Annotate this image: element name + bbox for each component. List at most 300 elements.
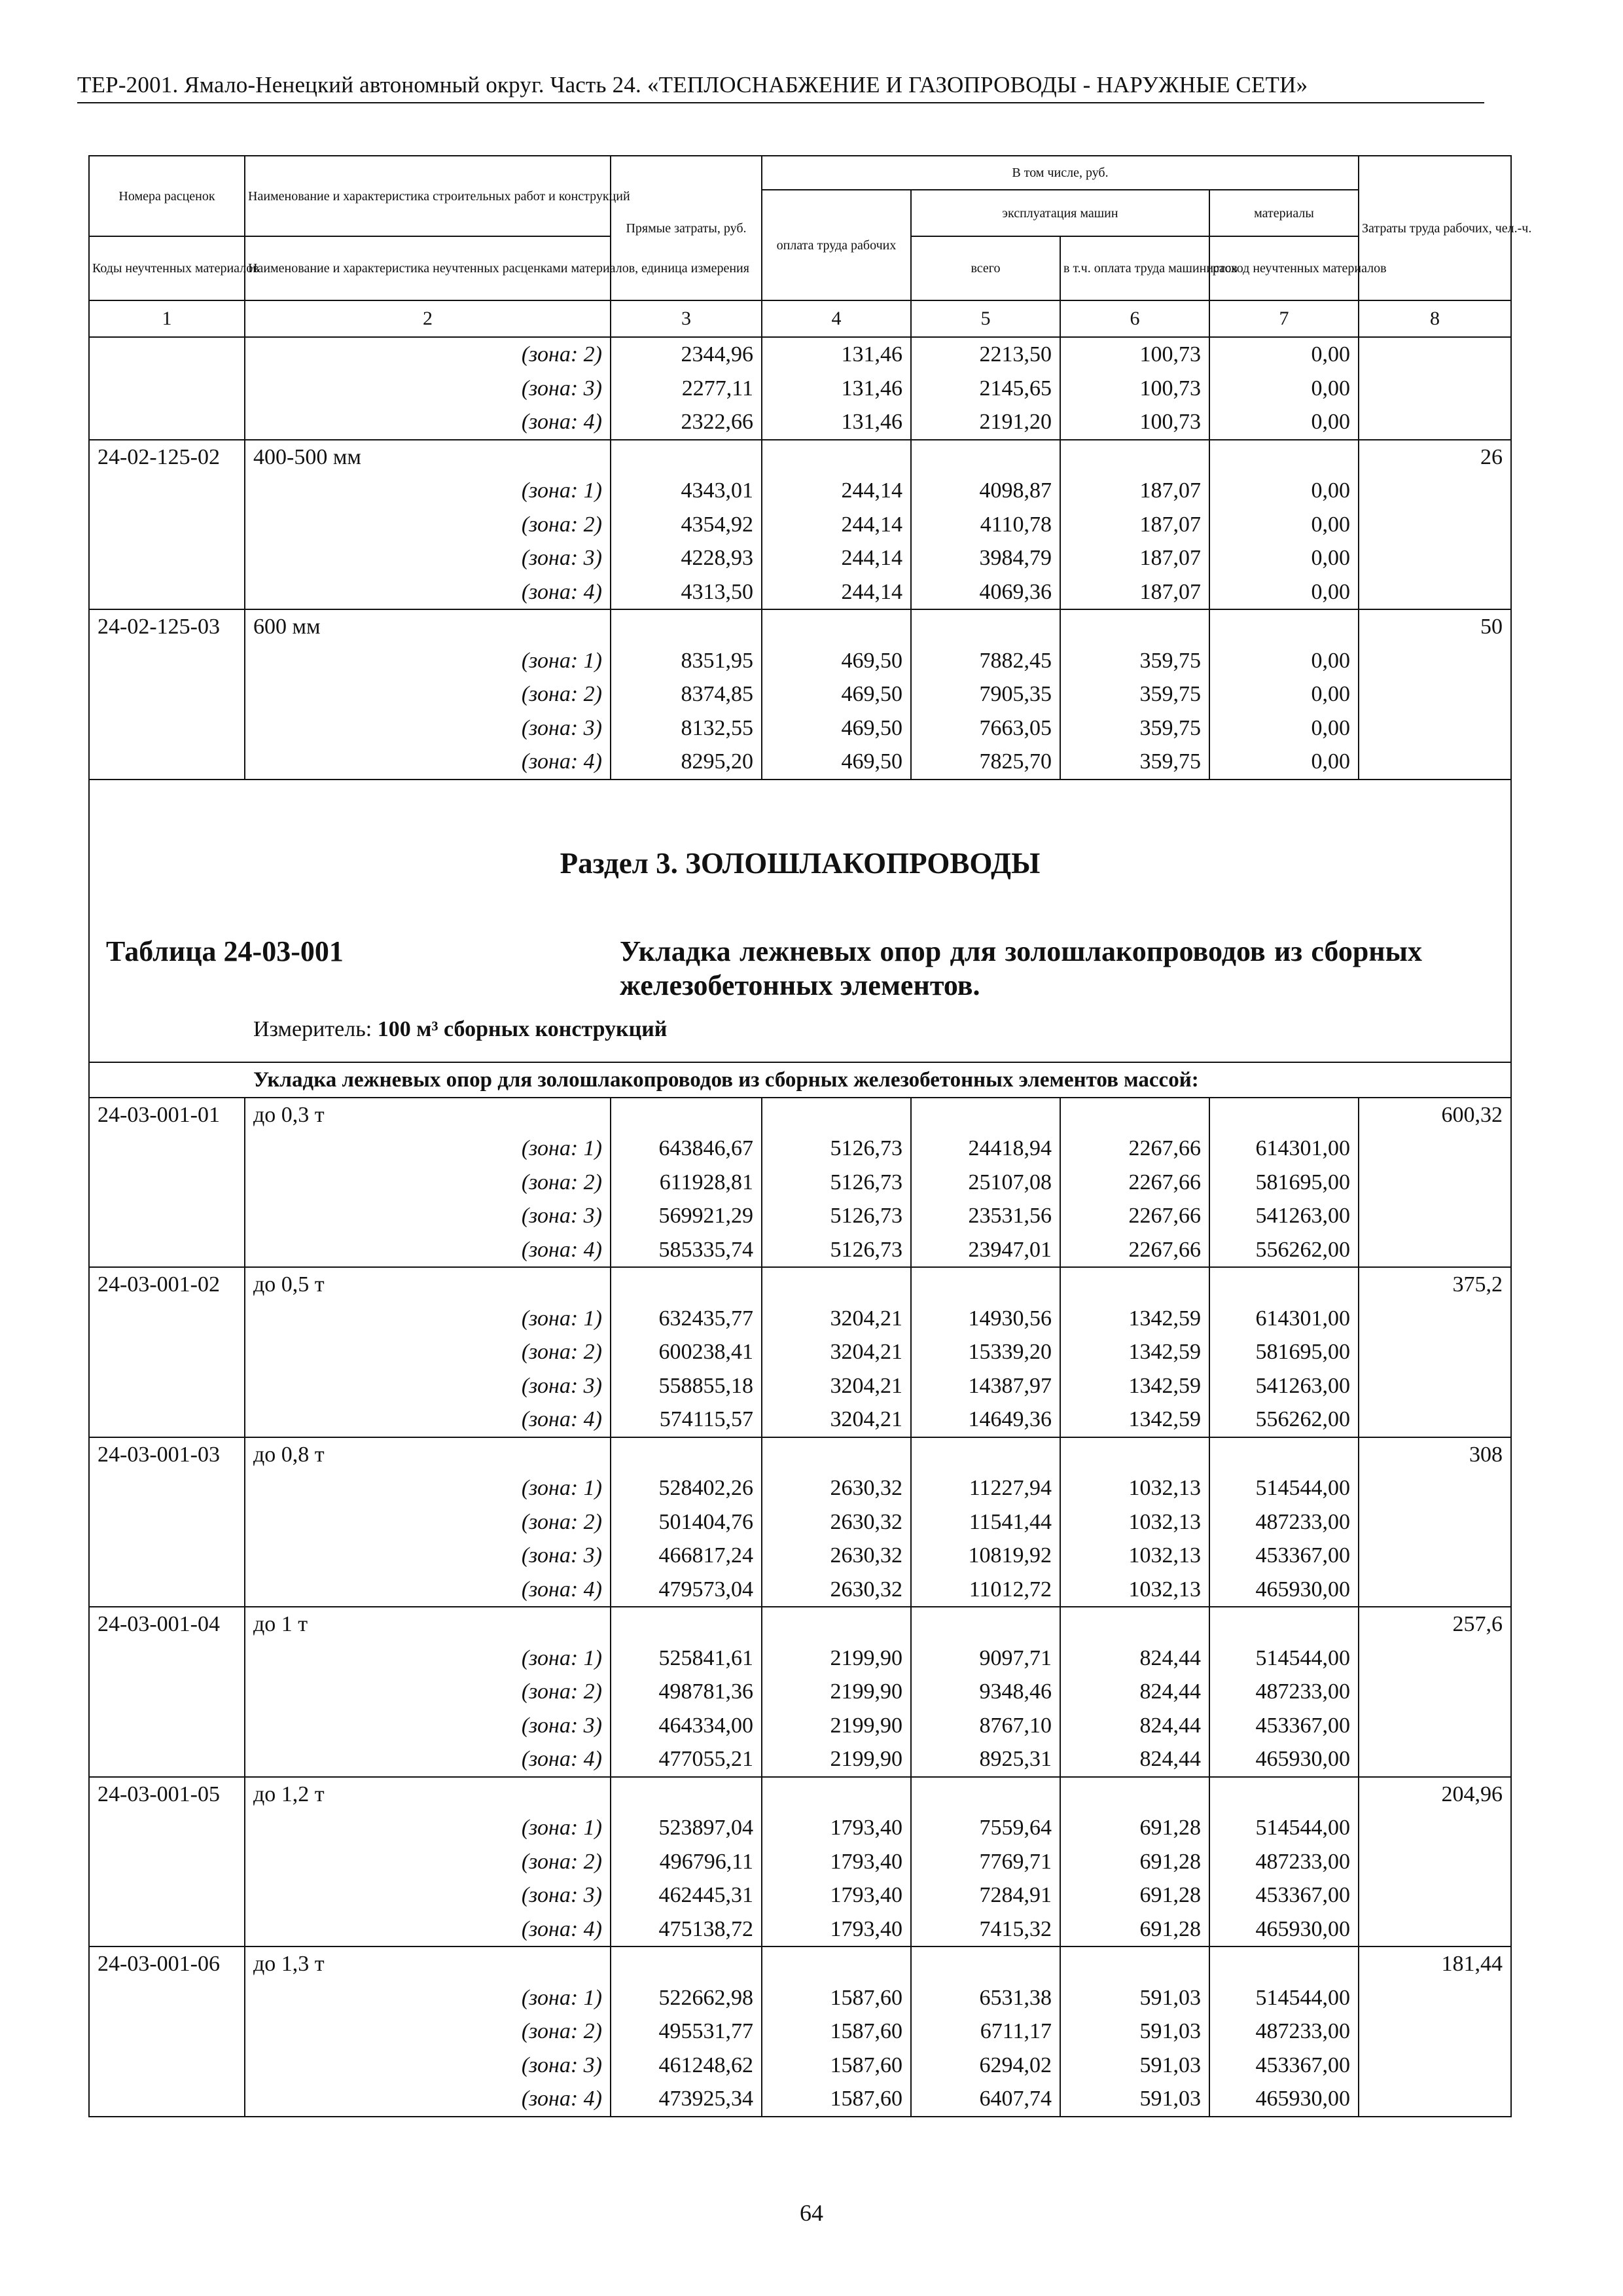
machines-total: 25107,08 [911, 1166, 1060, 1200]
page-number: 64 [800, 2200, 823, 2226]
direct-cost: 643846,67 [611, 1132, 762, 1166]
machinists-pay: 100,73 [1060, 337, 1209, 372]
zone-label: (зона: 4) [245, 1912, 611, 1947]
machines-total: 8925,31 [911, 1742, 1060, 1777]
rate-name: до 1,2 т [245, 1777, 611, 1812]
rate-row [89, 1098, 1511, 1132]
machines-total: 3984,79 [911, 541, 1060, 575]
machinists-pay: 359,75 [1060, 745, 1209, 780]
materials-cost: 556262,00 [1209, 1233, 1359, 1268]
workers-pay: 2630,32 [762, 1505, 911, 1539]
zone-row [89, 1505, 1511, 1539]
header-workers-pay: оплата труда рабочих [762, 190, 911, 300]
measurer-label: Измеритель: [253, 1016, 372, 1041]
zone-label: (зона: 2) [245, 677, 611, 711]
direct-cost: 466817,24 [611, 1539, 762, 1573]
direct-cost: 4343,01 [611, 474, 762, 508]
materials-cost: 0,00 [1209, 575, 1359, 610]
materials-cost: 614301,00 [1209, 1302, 1359, 1336]
workers-pay: 244,14 [762, 575, 911, 610]
zone-label: (зона: 3) [245, 1369, 611, 1403]
workers-pay: 5126,73 [762, 1199, 911, 1233]
zone-label: (зона: 3) [245, 1709, 611, 1743]
rate-code: 24-03-001-02 [89, 1267, 245, 1302]
labor-hours: 308 [1359, 1437, 1511, 1472]
materials-cost: 487233,00 [1209, 2015, 1359, 2049]
zone-row [89, 745, 1511, 780]
materials-cost: 465930,00 [1209, 1573, 1359, 1607]
zone-row [89, 1573, 1511, 1607]
machinists-pay: 591,03 [1060, 2049, 1209, 2083]
machines-total: 7825,70 [911, 745, 1060, 780]
direct-cost: 477055,21 [611, 1742, 762, 1777]
materials-cost: 514544,00 [1209, 1811, 1359, 1845]
direct-cost: 585335,74 [611, 1233, 762, 1268]
machinists-pay: 1032,13 [1060, 1505, 1209, 1539]
materials-cost: 0,00 [1209, 508, 1359, 542]
rate-row [89, 1946, 1511, 1981]
machinists-pay: 2267,66 [1060, 1166, 1209, 1200]
machines-total: 24418,94 [911, 1132, 1060, 1166]
rate-row [89, 609, 1511, 644]
zone-row [89, 1811, 1511, 1845]
rate-row [89, 1267, 1511, 1302]
workers-pay: 244,14 [762, 541, 911, 575]
direct-cost: 2322,66 [611, 405, 762, 440]
workers-pay: 2199,90 [762, 1675, 911, 1709]
zone-row [89, 1471, 1511, 1505]
zone-label: (зона: 4) [245, 1403, 611, 1437]
materials-cost: 0,00 [1209, 474, 1359, 508]
header-labor-hours: Затраты труда рабочих, чел.-ч. [1359, 156, 1511, 300]
price-table-wrapper [88, 155, 1532, 2117]
workers-pay: 244,14 [762, 508, 911, 542]
labor-hours: 375,2 [1359, 1267, 1511, 1302]
direct-cost: 600238,41 [611, 1335, 762, 1369]
workers-pay: 2199,90 [762, 1742, 911, 1777]
zone-row [89, 1302, 1511, 1336]
materials-cost: 0,00 [1209, 644, 1359, 678]
labor-hours: 204,96 [1359, 1777, 1511, 1812]
direct-cost: 496796,11 [611, 1845, 762, 1879]
direct-cost: 611928,81 [611, 1166, 762, 1200]
machinists-pay: 591,03 [1060, 1981, 1209, 2015]
zone-label: (зона: 1) [245, 1471, 611, 1505]
machines-total: 6294,02 [911, 2049, 1060, 2083]
column-number: 5 [911, 300, 1060, 337]
materials-cost: 0,00 [1209, 372, 1359, 406]
section-title: Раздел 3. ЗОЛОШЛАКОПРОВОДЫ [560, 846, 1041, 880]
zone-row [89, 2049, 1511, 2083]
rate-row [89, 440, 1511, 475]
zone-row [89, 1912, 1511, 1947]
rate-name: 400-500 мм [245, 440, 611, 475]
machines-total: 9348,46 [911, 1675, 1060, 1709]
direct-cost: 479573,04 [611, 1573, 762, 1607]
rate-name: до 0,5 т [245, 1267, 611, 1302]
direct-cost: 473925,34 [611, 2082, 762, 2117]
materials-cost: 465930,00 [1209, 1912, 1359, 1947]
direct-cost: 574115,57 [611, 1403, 762, 1437]
machinists-pay: 1032,13 [1060, 1471, 1209, 1505]
machinists-pay: 691,28 [1060, 1878, 1209, 1912]
materials-cost: 514544,00 [1209, 1641, 1359, 1676]
materials-cost: 0,00 [1209, 337, 1359, 372]
machines-total: 6531,38 [911, 1981, 1060, 2015]
direct-cost: 632435,77 [611, 1302, 762, 1336]
rate-code: 24-03-001-06 [89, 1946, 245, 1981]
zone-row [89, 1845, 1511, 1879]
labor-hours: 26 [1359, 440, 1511, 475]
header-material-consumption: расход неучтенных материалов [1209, 236, 1359, 300]
rate-code: 24-02-125-03 [89, 609, 245, 644]
rate-name: до 1,3 т [245, 1946, 611, 1981]
page-header: ТЕР-2001. Ямало-Ненецкий автономный округ. Часть 24. «ТЕПЛОСНАБЖЕНИЕ И ГАЗОПРОВОДЫ - НАРУЖНЫЕ СЕТИ» [77, 72, 1484, 103]
header-rate-numbers: Номера расценок [89, 156, 245, 236]
zone-label: (зона: 4) [245, 745, 611, 780]
workers-pay: 469,50 [762, 711, 911, 745]
header-machinists-pay: в т.ч. оплата труда машинистов [1060, 236, 1209, 300]
materials-cost: 453367,00 [1209, 2049, 1359, 2083]
zone-label: (зона: 4) [245, 1742, 611, 1777]
machinists-pay: 2267,66 [1060, 1132, 1209, 1166]
machines-total: 4110,78 [911, 508, 1060, 542]
direct-cost: 475138,72 [611, 1912, 762, 1947]
rate-code: 24-03-001-04 [89, 1607, 245, 1641]
zone-row [89, 1233, 1511, 1268]
workers-pay: 1793,40 [762, 1878, 911, 1912]
price-table [88, 155, 1532, 2117]
rate-code: 24-02-125-02 [89, 440, 245, 475]
machinists-pay: 691,28 [1060, 1845, 1209, 1879]
direct-cost: 558855,18 [611, 1369, 762, 1403]
zone-row [89, 1132, 1511, 1166]
machines-total: 8767,10 [911, 1709, 1060, 1743]
column-number: 7 [1209, 300, 1359, 337]
zone-row [89, 337, 1511, 372]
machinists-pay: 187,07 [1060, 474, 1209, 508]
machines-total: 7769,71 [911, 1845, 1060, 1879]
direct-cost: 4354,92 [611, 508, 762, 542]
zone-row [89, 1675, 1511, 1709]
machinists-pay: 187,07 [1060, 508, 1209, 542]
header-material-codes: Коды неучтенных материалов [89, 236, 245, 300]
workers-pay: 2199,90 [762, 1709, 911, 1743]
direct-cost: 498781,36 [611, 1675, 762, 1709]
machines-total: 6407,74 [911, 2082, 1060, 2117]
direct-cost: 8132,55 [611, 711, 762, 745]
machines-total: 2191,20 [911, 405, 1060, 440]
materials-cost: 541263,00 [1209, 1369, 1359, 1403]
rate-name: до 1 т [245, 1607, 611, 1641]
machinists-pay: 1342,59 [1060, 1403, 1209, 1437]
materials-cost: 556262,00 [1209, 1403, 1359, 1437]
measurer [253, 1013, 667, 1047]
zone-label: (зона: 3) [245, 711, 611, 745]
zone-row [89, 2015, 1511, 2049]
rate-code: 24-03-001-05 [89, 1777, 245, 1812]
zone-row [89, 644, 1511, 678]
header-including: В том числе, руб. [762, 156, 1359, 190]
direct-cost: 464334,00 [611, 1709, 762, 1743]
machinists-pay: 824,44 [1060, 1641, 1209, 1676]
machines-total: 11012,72 [911, 1573, 1060, 1607]
direct-cost: 522662,98 [611, 1981, 762, 2015]
direct-cost: 523897,04 [611, 1811, 762, 1845]
machines-total: 4069,36 [911, 575, 1060, 610]
zone-row [89, 1369, 1511, 1403]
machinists-pay: 691,28 [1060, 1912, 1209, 1947]
machinists-pay: 2267,66 [1060, 1199, 1209, 1233]
workers-pay: 3204,21 [762, 1403, 911, 1437]
zone-label: (зона: 1) [245, 644, 611, 678]
materials-cost: 465930,00 [1209, 2082, 1359, 2117]
machines-total: 23531,56 [911, 1199, 1060, 1233]
direct-cost: 8295,20 [611, 745, 762, 780]
zone-row [89, 474, 1511, 508]
rate-row [89, 1607, 1511, 1641]
machines-total: 10819,92 [911, 1539, 1060, 1573]
zone-row [89, 1199, 1511, 1233]
workers-pay: 3204,21 [762, 1302, 911, 1336]
zone-label: (зона: 3) [245, 1199, 611, 1233]
workers-pay: 2630,32 [762, 1471, 911, 1505]
direct-cost: 462445,31 [611, 1878, 762, 1912]
zone-label: (зона: 4) [245, 1573, 611, 1607]
measurer-value: 100 м³ сборных конструкций [377, 1016, 668, 1041]
machines-total: 7882,45 [911, 644, 1060, 678]
direct-cost: 495531,77 [611, 2015, 762, 2049]
zone-label: (зона: 3) [245, 1539, 611, 1573]
machinists-pay: 824,44 [1060, 1675, 1209, 1709]
direct-cost: 525841,61 [611, 1641, 762, 1676]
materials-cost: 0,00 [1209, 745, 1359, 780]
zone-label: (зона: 2) [245, 1675, 611, 1709]
machinists-pay: 1032,13 [1060, 1573, 1209, 1607]
rate-code: 24-03-001-01 [89, 1098, 245, 1132]
machines-total: 7415,32 [911, 1912, 1060, 1947]
zone-row [89, 1335, 1511, 1369]
workers-pay: 5126,73 [762, 1166, 911, 1200]
direct-cost: 569921,29 [611, 1199, 762, 1233]
zone-label: (зона: 2) [245, 1166, 611, 1200]
column-number: 3 [611, 300, 762, 337]
zone-label: (зона: 2) [245, 337, 611, 372]
zone-label: (зона: 2) [245, 1505, 611, 1539]
zone-label: (зона: 4) [245, 575, 611, 610]
machines-total: 7663,05 [911, 711, 1060, 745]
zone-row [89, 541, 1511, 575]
machinists-pay: 591,03 [1060, 2082, 1209, 2117]
machinists-pay: 2267,66 [1060, 1233, 1209, 1268]
zone-label: (зона: 3) [245, 2049, 611, 2083]
materials-cost: 487233,00 [1209, 1845, 1359, 1879]
materials-cost: 514544,00 [1209, 1981, 1359, 2015]
zone-label: (зона: 4) [245, 1233, 611, 1268]
zone-label: (зона: 3) [245, 372, 611, 406]
machines-total: 11227,94 [911, 1471, 1060, 1505]
zone-row [89, 1981, 1511, 2015]
zone-row [89, 1641, 1511, 1676]
materials-cost: 487233,00 [1209, 1505, 1359, 1539]
rate-row [89, 1437, 1511, 1472]
workers-pay: 244,14 [762, 474, 911, 508]
zone-label: (зона: 2) [245, 1335, 611, 1369]
machinists-pay: 187,07 [1060, 541, 1209, 575]
machines-total: 14930,56 [911, 1302, 1060, 1336]
column-number: 2 [245, 300, 611, 337]
section-block [89, 780, 1511, 1098]
zone-row [89, 677, 1511, 711]
zone-row [89, 711, 1511, 745]
labor-hours: 50 [1359, 609, 1511, 644]
zone-label: (зона: 3) [245, 1878, 611, 1912]
zone-row [89, 1403, 1511, 1437]
materials-cost: 453367,00 [1209, 1539, 1359, 1573]
machines-total: 6711,17 [911, 2015, 1060, 2049]
zone-label: (зона: 1) [245, 474, 611, 508]
direct-cost: 461248,62 [611, 2049, 762, 2083]
machinists-pay: 1342,59 [1060, 1302, 1209, 1336]
machinists-pay: 1342,59 [1060, 1369, 1209, 1403]
header-material-names: Наименование и характеристика неучтенных расценками материалов, единица измерения [245, 236, 611, 300]
workers-pay: 131,46 [762, 337, 911, 372]
workers-pay: 1587,60 [762, 2049, 911, 2083]
machinists-pay: 359,75 [1060, 677, 1209, 711]
zone-label: (зона: 1) [245, 1641, 611, 1676]
section-row [89, 780, 1511, 1062]
column-number: 4 [762, 300, 911, 337]
zone-label: (зона: 1) [245, 1811, 611, 1845]
zone-row [89, 1166, 1511, 1200]
machines-total: 7284,91 [911, 1878, 1060, 1912]
workers-pay: 469,50 [762, 644, 911, 678]
direct-cost: 4228,93 [611, 541, 762, 575]
materials-cost: 0,00 [1209, 711, 1359, 745]
zone-row [89, 405, 1511, 440]
zone-row [89, 575, 1511, 610]
machines-total: 14649,36 [911, 1403, 1060, 1437]
machinists-pay: 824,44 [1060, 1742, 1209, 1777]
subheading: Укладка лежневых опор для золошлакопроводов из сборных железобетонных элементов массой: [89, 1062, 1511, 1098]
zone-row [89, 1742, 1511, 1777]
labor-hours: 181,44 [1359, 1946, 1511, 1981]
zone-label: (зона: 1) [245, 1132, 611, 1166]
workers-pay: 1793,40 [762, 1811, 911, 1845]
machines-total: 2145,65 [911, 372, 1060, 406]
machines-total: 11541,44 [911, 1505, 1060, 1539]
table-header [89, 156, 1532, 337]
workers-pay: 1587,60 [762, 2082, 911, 2117]
materials-cost: 453367,00 [1209, 1709, 1359, 1743]
rate-name: до 0,3 т [245, 1098, 611, 1132]
zone-label: (зона: 3) [245, 541, 611, 575]
materials-cost: 0,00 [1209, 405, 1359, 440]
materials-cost: 614301,00 [1209, 1132, 1359, 1166]
workers-pay: 131,46 [762, 405, 911, 440]
materials-cost: 453367,00 [1209, 1878, 1359, 1912]
materials-cost: 0,00 [1209, 677, 1359, 711]
workers-pay: 469,50 [762, 677, 911, 711]
column-number: 6 [1060, 300, 1209, 337]
machines-total: 15339,20 [911, 1335, 1060, 1369]
zone-row [89, 2082, 1511, 2117]
table-body-part1 [89, 337, 1511, 440]
workers-pay: 5126,73 [762, 1132, 911, 1166]
table-number: Таблица 24-03-001 [106, 935, 344, 967]
subheading-row [89, 1062, 1511, 1098]
header-work-name: Наименование и характеристика строительных работ и конструкций [245, 156, 611, 236]
rate-code: 24-03-001-03 [89, 1437, 245, 1472]
workers-pay: 131,46 [762, 372, 911, 406]
workers-pay: 1587,60 [762, 2015, 911, 2049]
zone-row [89, 1709, 1511, 1743]
materials-cost: 581695,00 [1209, 1166, 1359, 1200]
rate-name: 600 мм [245, 609, 611, 644]
machines-total: 7559,64 [911, 1811, 1060, 1845]
zone-label: (зона: 2) [245, 1845, 611, 1879]
machinists-pay: 691,28 [1060, 1811, 1209, 1845]
machines-total: 4098,87 [911, 474, 1060, 508]
workers-pay: 3204,21 [762, 1335, 911, 1369]
direct-cost: 2277,11 [611, 372, 762, 406]
zone-row [89, 1539, 1511, 1573]
zone-label: (зона: 4) [245, 405, 611, 440]
header-materials: материалы [1209, 190, 1359, 236]
direct-cost: 8351,95 [611, 644, 762, 678]
direct-cost: 2344,96 [611, 337, 762, 372]
zone-row [89, 508, 1511, 542]
labor-hours: 600,32 [1359, 1098, 1511, 1132]
machines-total: 23947,01 [911, 1233, 1060, 1268]
materials-cost: 0,00 [1209, 541, 1359, 575]
machines-total: 7905,35 [911, 677, 1060, 711]
materials-cost: 581695,00 [1209, 1335, 1359, 1369]
materials-cost: 514544,00 [1209, 1471, 1359, 1505]
table-body-groups2 [89, 1098, 1511, 2117]
zone-label: (зона: 4) [245, 2082, 611, 2117]
workers-pay: 2199,90 [762, 1641, 911, 1676]
direct-cost: 528402,26 [611, 1471, 762, 1505]
column-number: 1 [89, 300, 245, 337]
header-machines: эксплуатация машин [911, 190, 1209, 236]
machinists-pay: 187,07 [1060, 575, 1209, 610]
machines-total: 14387,97 [911, 1369, 1060, 1403]
workers-pay: 1793,40 [762, 1845, 911, 1879]
machinists-pay: 591,03 [1060, 2015, 1209, 2049]
header-direct-costs: Прямые затраты, руб. [611, 156, 762, 300]
zone-row [89, 372, 1511, 406]
column-number: 8 [1359, 300, 1511, 337]
zone-label: (зона: 1) [245, 1302, 611, 1336]
machinists-pay: 359,75 [1060, 644, 1209, 678]
table-body-groups1 [89, 440, 1511, 780]
machinists-pay: 100,73 [1060, 372, 1209, 406]
machinists-pay: 1342,59 [1060, 1335, 1209, 1369]
workers-pay: 2630,32 [762, 1573, 911, 1607]
machines-total: 9097,71 [911, 1641, 1060, 1676]
workers-pay: 469,50 [762, 745, 911, 780]
workers-pay: 1587,60 [762, 1981, 911, 2015]
header-machines-total: всего [911, 236, 1060, 300]
workers-pay: 2630,32 [762, 1539, 911, 1573]
labor-hours: 257,6 [1359, 1607, 1511, 1641]
rate-row [89, 1777, 1511, 1812]
zone-label: (зона: 1) [245, 1981, 611, 2015]
rate-name: до 0,8 т [245, 1437, 611, 1472]
workers-pay: 5126,73 [762, 1233, 911, 1268]
workers-pay: 3204,21 [762, 1369, 911, 1403]
